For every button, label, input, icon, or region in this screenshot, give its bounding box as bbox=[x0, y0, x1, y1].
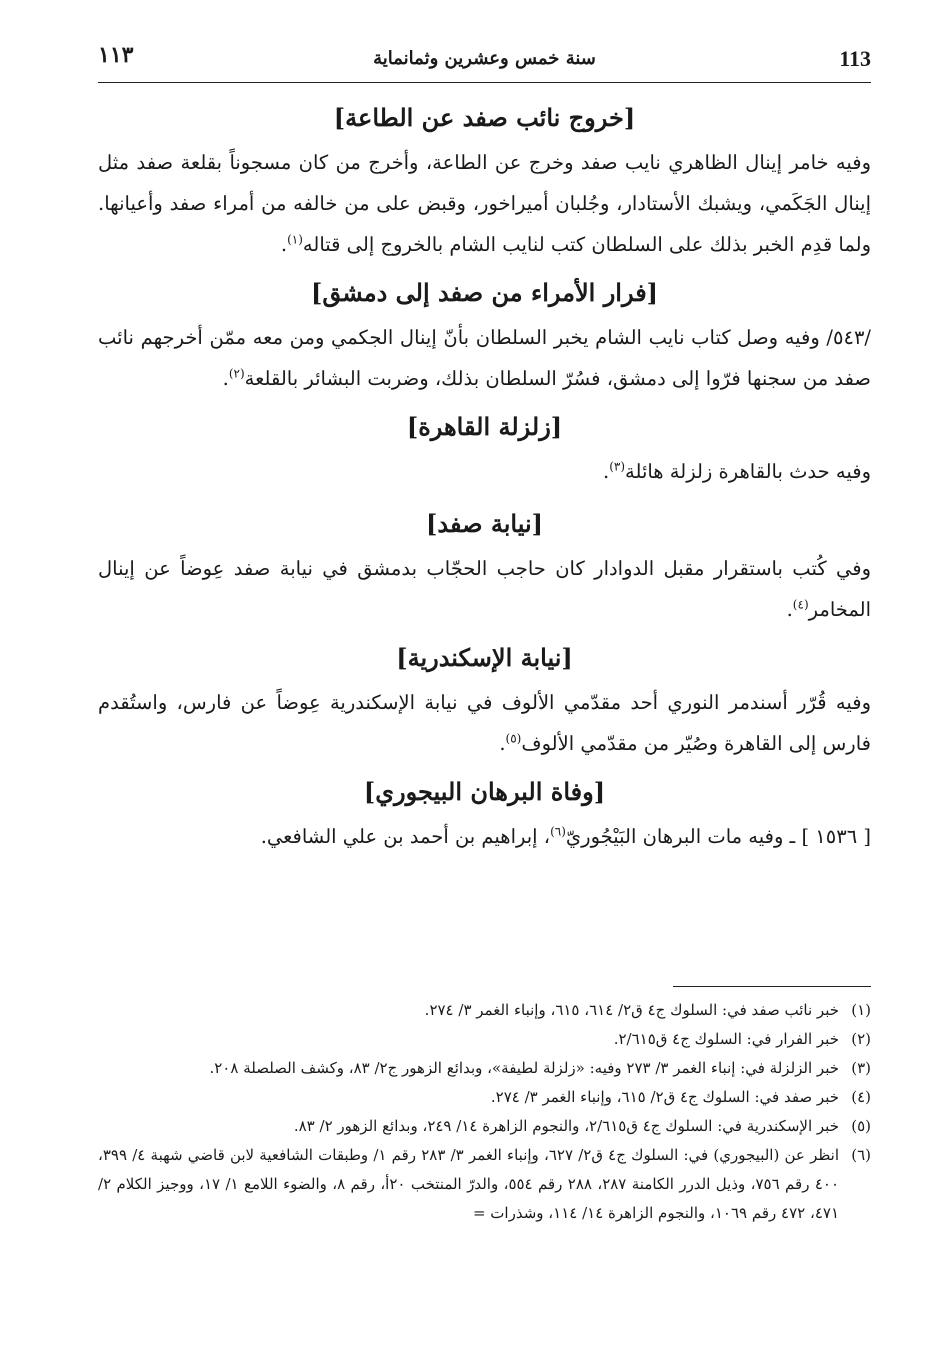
footnote-ref[interactable]: (٢) bbox=[228, 366, 245, 381]
footnote bbox=[98, 1083, 871, 1112]
footnote-ref[interactable]: (٤) bbox=[792, 597, 809, 612]
footnote bbox=[98, 1112, 871, 1141]
paragraph: [ ١٥٣٦ ] ـ وفيه مات البرهان البَيْجُوريّ$^{(٦)}$، إبراهيم بن أحمد بن علي الشافعي. bbox=[260, 824, 871, 848]
footnote-ref[interactable]: (٥) bbox=[505, 731, 522, 746]
footnotes bbox=[98, 996, 871, 1228]
page-number-arabic: ١١٣ bbox=[98, 42, 134, 68]
footnote-ref[interactable]: (١) bbox=[287, 232, 303, 247]
section-title: [خروج نائب صفد عن الطاعة] bbox=[333, 103, 636, 132]
footnote-ref[interactable]: (٦) bbox=[550, 824, 566, 839]
footnote-text: خبر صفد في: السلوك ج٤ ق٢/ ٦١٥، وإنباء الغمر ٣/ ٢٧٤. bbox=[490, 1088, 839, 1106]
footnote bbox=[98, 1141, 871, 1228]
footnote bbox=[98, 1025, 871, 1054]
footnote bbox=[98, 1054, 871, 1083]
paragraph: /٥٤٣/ وفيه وصل كتاب نايب الشام يخبر السلطان بأنّ إينال الجكمي ومن معه ممّن أخرجهم نائب صفد من سجنها فرّوا إلى دمشق، فسُرّ السلطان بذلك، وضربت البشائر بالقلعة$^{(٢)}$. bbox=[98, 326, 871, 390]
section-title: [فرار الأمراء من صفد إلى دمشق] bbox=[310, 278, 659, 307]
footnote-text: خبر الفرار في: السلوك ج٤ ق٢/٦١٥. bbox=[613, 1030, 839, 1048]
footnote-number: (٥) bbox=[851, 1117, 871, 1135]
footnote-number: (٤) bbox=[851, 1088, 871, 1106]
footnote bbox=[98, 996, 871, 1025]
section-title: [زلزلة القاهرة] bbox=[406, 412, 563, 441]
footnote-separator bbox=[673, 986, 871, 987]
footnote-text: خبر الزلزلة في: إنباء الغمر ٣/ ٢٧٣ وفيه: «زلزلة لطيفة»، وبدائع الزهور ج٢/ ٨٣، وكشف الصلصلة ٢٠٨. bbox=[209, 1059, 839, 1077]
running-title: سنة خمس وعشرين وثمانماية bbox=[373, 48, 596, 69]
page-number: 113 bbox=[839, 46, 871, 71]
footnote-number: (٣) bbox=[851, 1059, 871, 1077]
paragraph: وفي كُتب باستقرار مقبل الدوادار كان حاجب الحجّاب بدمشق في نيابة صفد عِوضاً عن إينال المخامر$^{(٤)}$. bbox=[98, 557, 871, 621]
main-text bbox=[98, 96, 871, 867]
section-title: [وفاة البرهان البيجوري] bbox=[363, 777, 606, 806]
footnote-text: خبر الإسكندرية في: السلوك ج٤ ق٢/٦١٥، والنجوم الزاهرة ١٤/ ٢٤٩، وبدائع الزهور ٢/ ٨٣. bbox=[293, 1117, 839, 1135]
footnote-number: (٢) bbox=[851, 1030, 871, 1048]
footnote-number: (١) bbox=[851, 1001, 871, 1019]
section-title: [نيابة الإسكندرية] bbox=[396, 643, 573, 672]
page-header bbox=[98, 40, 871, 83]
paragraph: وفيه خامر إينال الظاهري نايب صفد وخرج عن الطاعة، وأخرج من كان مسجوناً بقلعة صفد مثل إينال الجَكَمي، ويشبك الأستادار، وجُلبان أميراخور، وقبض على من خالفه من أمراء صفد وأعيانها. ولما قدِم الخبر بذلك على السلطان كتب لنايب الشام بالخروج إلى قتاله$^{(١)}$. bbox=[98, 151, 871, 256]
footnote-number: (٦) bbox=[851, 1146, 871, 1164]
footnote-ref[interactable]: (٣) bbox=[609, 459, 626, 474]
section-title: [نيابة صفد] bbox=[426, 509, 543, 538]
footnote-text: انظر عن (البيجوري) في: السلوك ج٤ ق٢/ ٦٢٧، وإنباء الغمر ٣/ ٢٨٣ رقم ١/ وطبقات الشافعية لابن قاضي شهبة ٤/ ٣٩٩، ٤٠٠ رقم ٧٥٦، وذيل الدرر الكامنة ٢٨٧، ٢٨٨ رقم ٥٥٤، والدرّ المنتخب ٢٠أ، رقم ٨، والضوء اللامع ١/ ١٧، ووجيز الكلام ٢/ ٤٧١، ٤٧٢ رقم ١٠٦٩، والنجوم الزاهرة ١٤/ ١١٤، وشذرات = bbox=[98, 1146, 840, 1222]
paragraph: وفيه قُرّر أسندمر النوري أحد مقدّمي الألوف في نيابة الإسكندرية عِوضاً عن فارس، واستُقدم فارس إلى القاهرة وصُيّر من مقدّمي الألوف$^{(٥)}$. bbox=[98, 691, 871, 755]
paragraph: وفيه حدث بالقاهرة زلزلة هائلة$^{(٣)}$. bbox=[603, 459, 871, 483]
footnote-text: خبر نائب صفد في: السلوك ج٤ ق٢/ ٦١٤، ٦١٥، وإنباء الغمر ٣/ ٢٧٤. bbox=[424, 1001, 839, 1019]
